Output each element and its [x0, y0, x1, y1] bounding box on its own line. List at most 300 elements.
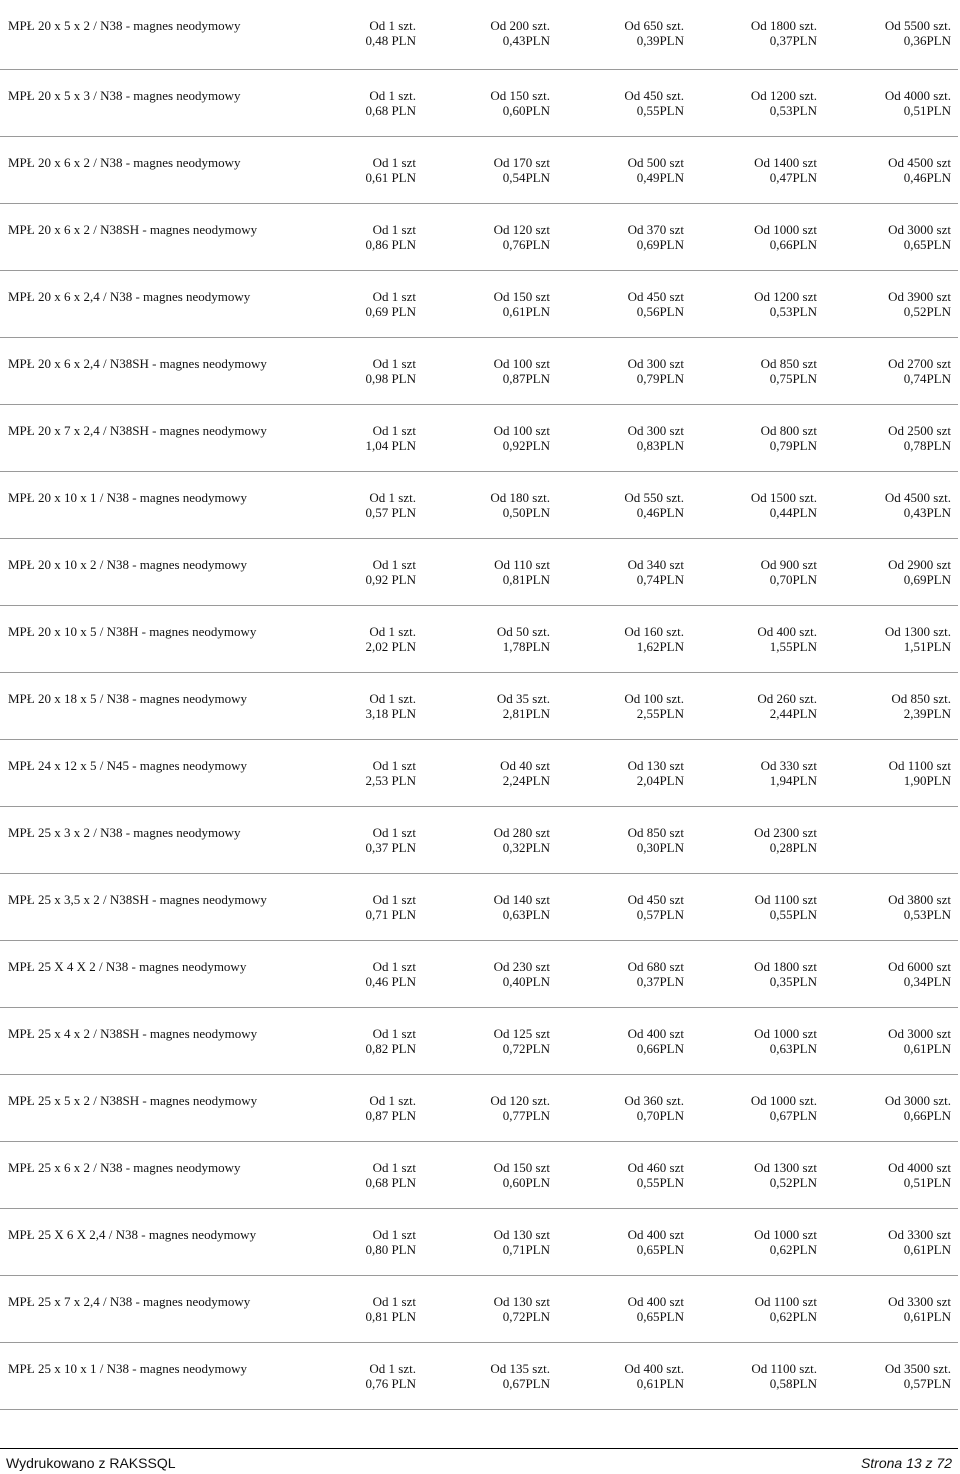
price-tier: [286, 892, 416, 922]
tier-price: 0,51PLN: [903, 1175, 951, 1190]
price-tier: [286, 1227, 416, 1257]
price-tier: [554, 691, 684, 721]
tier-quantity: Od 370 szt: [627, 222, 684, 237]
tier-quantity: Od 150 szt.: [490, 88, 550, 103]
tier-quantity: Od 3300 szt: [888, 1227, 951, 1242]
tier-quantity: Od 2500 szt: [888, 423, 951, 438]
tier-price: 0,57 PLN: [365, 505, 416, 520]
product-name: MPŁ 25 x 10 x 1 / N38 - magnes neodymowy: [8, 1361, 248, 1376]
tier-quantity: Od 1 szt: [372, 758, 416, 773]
tier-price: 3,18 PLN: [365, 706, 416, 721]
tier-price: 0,52PLN: [903, 304, 951, 319]
tier-price: 0,62PLN: [769, 1309, 817, 1324]
tier-price: 0,67PLN: [502, 1376, 550, 1391]
tier-price: 2,02 PLN: [365, 639, 416, 654]
tier-quantity: Od 4000 szt.: [884, 88, 951, 103]
tier-price: 0,60PLN: [502, 103, 550, 118]
price-tier: [420, 557, 550, 587]
price-tier: [821, 1026, 951, 1056]
price-tier: [286, 155, 416, 185]
tier-quantity: Od 400 szt: [627, 1294, 684, 1309]
tier-price: 2,55PLN: [636, 706, 684, 721]
tier-quantity: Od 900 szt: [760, 557, 817, 572]
tier-quantity: Od 1 szt.: [369, 88, 416, 103]
price-tier: [420, 1026, 550, 1056]
table-row: [0, 740, 958, 807]
tier-price: 1,94PLN: [769, 773, 817, 788]
table-row: [0, 807, 958, 874]
price-tier: [687, 691, 817, 721]
product-name: MPŁ 20 x 6 x 2 / N38 - magnes neodymowy: [8, 155, 241, 170]
tier-quantity: Od 1 szt: [372, 222, 416, 237]
price-tier: [420, 1361, 550, 1391]
tier-price: 2,24PLN: [502, 773, 550, 788]
price-tier: [286, 1093, 416, 1123]
price-tier: [821, 1294, 951, 1324]
price-tier: [286, 1361, 416, 1391]
price-tier: [821, 1093, 951, 1123]
table-row: [0, 1075, 958, 1142]
tier-quantity: Od 400 szt: [627, 1026, 684, 1041]
price-tier: [554, 1294, 684, 1324]
price-tier: [554, 222, 684, 252]
table-row: [0, 0, 958, 70]
table-row: [0, 606, 958, 673]
tier-quantity: Od 1500 szt.: [750, 490, 817, 505]
price-tier: [420, 1294, 550, 1324]
tier-price: 0,43PLN: [903, 505, 951, 520]
tier-price: 0,75PLN: [769, 371, 817, 386]
price-tier: [286, 18, 416, 48]
price-tier: [420, 691, 550, 721]
price-tier: [554, 356, 684, 386]
price-tier: [821, 423, 951, 453]
tier-quantity: Od 330 szt: [760, 758, 817, 773]
tier-quantity: Od 680 szt: [627, 959, 684, 974]
table-row: [0, 204, 958, 271]
tier-price: 0,53PLN: [769, 103, 817, 118]
price-tier: [420, 1093, 550, 1123]
price-tier: [420, 959, 550, 989]
product-name: MPŁ 25 x 4 x 2 / N38SH - magnes neodymowy: [8, 1026, 258, 1041]
tier-quantity: Od 150 szt: [493, 1160, 550, 1175]
tier-price: 0,61PLN: [502, 304, 550, 319]
tier-price: 0,82 PLN: [365, 1041, 416, 1056]
tier-price: 0,44PLN: [769, 505, 817, 520]
tier-quantity: Od 1 szt: [372, 1160, 416, 1175]
price-tier: [554, 423, 684, 453]
price-tier: [554, 758, 684, 788]
tier-quantity: Od 3000 szt: [888, 1026, 951, 1041]
tier-quantity: Od 50 szt.: [496, 624, 550, 639]
price-tier: [687, 490, 817, 520]
price-tier: [687, 289, 817, 319]
price-tier: [420, 222, 550, 252]
price-tier: [821, 1361, 951, 1391]
tier-price: 0,77PLN: [502, 1108, 550, 1123]
price-tier: [554, 88, 684, 118]
tier-quantity: Od 100 szt.: [624, 691, 684, 706]
price-tier: [420, 892, 550, 922]
price-tier: [286, 624, 416, 654]
tier-quantity: Od 1000 szt.: [750, 1093, 817, 1108]
price-tier: [554, 892, 684, 922]
price-tier: [420, 758, 550, 788]
price-tier: [554, 825, 684, 855]
tier-price: 0,69PLN: [636, 237, 684, 252]
price-tier: [687, 1026, 817, 1056]
product-name: MPŁ 20 x 18 x 5 / N38 - magnes neodymowy: [8, 691, 248, 706]
tier-quantity: Od 120 szt.: [490, 1093, 550, 1108]
tier-quantity: Od 1 szt: [372, 1227, 416, 1242]
product-name: MPŁ 20 x 10 x 1 / N38 - magnes neodymowy: [8, 490, 248, 505]
tier-price: 0,63PLN: [769, 1041, 817, 1056]
tier-quantity: Od 650 szt.: [624, 18, 684, 33]
table-row: [0, 1343, 958, 1410]
tier-price: 0,61PLN: [903, 1041, 951, 1056]
tier-price: 0,61 PLN: [365, 170, 416, 185]
price-tier: [286, 959, 416, 989]
tier-price: 0,53PLN: [769, 304, 817, 319]
tier-price: 0,70PLN: [769, 572, 817, 587]
tier-price: 0,58PLN: [769, 1376, 817, 1391]
tier-price: 0,35PLN: [769, 974, 817, 989]
page-footer: [0, 1448, 958, 1471]
tier-price: 0,79PLN: [636, 371, 684, 386]
tier-quantity: Od 200 szt.: [490, 18, 550, 33]
table-row: [0, 539, 958, 606]
price-tier: [554, 624, 684, 654]
tier-quantity: Od 400 szt: [627, 1227, 684, 1242]
tier-quantity: Od 850 szt: [627, 825, 684, 840]
tier-price: 2,04PLN: [636, 773, 684, 788]
tier-price: 1,62PLN: [636, 639, 684, 654]
tier-price: 0,54PLN: [502, 170, 550, 185]
price-tier: [687, 18, 817, 48]
tier-quantity: Od 450 szt: [627, 892, 684, 907]
price-tier: [687, 356, 817, 386]
tier-quantity: Od 1 szt: [372, 1026, 416, 1041]
tier-price: 0,66PLN: [769, 237, 817, 252]
product-name: MPŁ 20 x 6 x 2,4 / N38SH - magnes neodymowy: [8, 356, 267, 371]
tier-price: 0,57PLN: [903, 1376, 951, 1391]
tier-price: 0,60PLN: [502, 1175, 550, 1190]
table-row: [0, 1142, 958, 1209]
price-tier: [687, 88, 817, 118]
tier-quantity: Od 1300 szt: [754, 1160, 817, 1175]
price-tier: [554, 1227, 684, 1257]
tier-quantity: Od 1100 szt: [754, 1294, 817, 1309]
tier-price: 0,66PLN: [903, 1108, 951, 1123]
tier-price: 0,50PLN: [502, 505, 550, 520]
tier-quantity: Od 260 szt.: [757, 691, 817, 706]
tier-quantity: Od 160 szt.: [624, 624, 684, 639]
product-name: MPŁ 20 x 7 x 2,4 / N38SH - magnes neodymowy: [8, 423, 267, 438]
tier-price: 0,62PLN: [769, 1242, 817, 1257]
price-tier: [821, 691, 951, 721]
product-name: MPŁ 24 x 12 x 5 / N45 - magnes neodymowy: [8, 758, 248, 773]
tier-price: 0,83PLN: [636, 438, 684, 453]
tier-price: 0,65PLN: [636, 1309, 684, 1324]
tier-quantity: Od 2900 szt: [888, 557, 951, 572]
tier-quantity: Od 1200 szt: [754, 289, 817, 304]
tier-quantity: Od 1 szt.: [369, 1093, 416, 1108]
tier-quantity: Od 5500 szt.: [884, 18, 951, 33]
tier-price: 0,81 PLN: [365, 1309, 416, 1324]
price-tier: [554, 1160, 684, 1190]
tier-quantity: Od 3800 szt: [888, 892, 951, 907]
tier-price: 0,74PLN: [636, 572, 684, 587]
tier-quantity: Od 130 szt: [627, 758, 684, 773]
tier-price: 0,48 PLN: [365, 33, 416, 48]
tier-price: 0,92 PLN: [365, 572, 416, 587]
tier-price: 0,87 PLN: [365, 1108, 416, 1123]
product-name: MPŁ 20 x 5 x 2 / N38 - magnes neodymowy: [8, 18, 241, 33]
tier-price: 0,61PLN: [636, 1376, 684, 1391]
tier-quantity: Od 1 szt: [372, 1294, 416, 1309]
tier-price: 0,51PLN: [903, 103, 951, 118]
tier-price: 0,92PLN: [502, 438, 550, 453]
tier-quantity: Od 1000 szt: [754, 1026, 817, 1041]
tier-price: 0,69PLN: [903, 572, 951, 587]
tier-price: 0,78PLN: [903, 438, 951, 453]
product-name: MPŁ 20 x 10 x 5 / N38H - magnes neodymowy: [8, 624, 257, 639]
price-tier: [554, 959, 684, 989]
price-tier: [286, 758, 416, 788]
tier-price: 2,44PLN: [769, 706, 817, 721]
tier-quantity: Od 340 szt: [627, 557, 684, 572]
product-name: MPŁ 25 x 7 x 2,4 / N38 - magnes neodymowy: [8, 1294, 251, 1309]
product-name: MPŁ 25 x 5 x 2 / N38SH - magnes neodymowy: [8, 1093, 258, 1108]
tier-quantity: Od 450 szt: [627, 289, 684, 304]
tier-quantity: Od 4000 szt: [888, 1160, 951, 1175]
price-tier: [554, 289, 684, 319]
tier-price: 0,63PLN: [502, 907, 550, 922]
price-tier: [687, 959, 817, 989]
tier-quantity: Od 230 szt: [493, 959, 550, 974]
tier-quantity: Od 3900 szt: [888, 289, 951, 304]
price-tier: [554, 1026, 684, 1056]
price-tier: [687, 758, 817, 788]
tier-price: 0,47PLN: [769, 170, 817, 185]
tier-quantity: Od 120 szt: [493, 222, 550, 237]
tier-price: 0,34PLN: [903, 974, 951, 989]
tier-price: 2,81PLN: [502, 706, 550, 721]
tier-price: 0,61PLN: [903, 1309, 951, 1324]
tier-price: 0,81PLN: [502, 572, 550, 587]
tier-quantity: Od 2700 szt: [888, 356, 951, 371]
tier-quantity: Od 280 szt: [493, 825, 550, 840]
price-tier: [687, 624, 817, 654]
tier-price: 0,55PLN: [769, 907, 817, 922]
tier-quantity: Od 130 szt: [493, 1227, 550, 1242]
tier-price: 0,53PLN: [903, 907, 951, 922]
tier-quantity: Od 1100 szt: [888, 758, 951, 773]
tier-quantity: Od 1 szt: [372, 892, 416, 907]
tier-quantity: Od 3000 szt: [888, 222, 951, 237]
tier-price: 0,72PLN: [502, 1041, 550, 1056]
tier-quantity: Od 140 szt: [493, 892, 550, 907]
tier-quantity: Od 1300 szt.: [884, 624, 951, 639]
tier-quantity: Od 135 szt.: [490, 1361, 550, 1376]
tier-quantity: Od 1 szt: [372, 423, 416, 438]
tier-price: 0,86 PLN: [365, 237, 416, 252]
tier-quantity: Od 4500 szt: [888, 155, 951, 170]
tier-quantity: Od 35 szt.: [496, 691, 550, 706]
tier-price: 0,37PLN: [636, 974, 684, 989]
price-tier: [821, 289, 951, 319]
tier-price: 0,37PLN: [769, 33, 817, 48]
tier-quantity: Od 1 szt.: [369, 18, 416, 33]
tier-price: 0,40PLN: [502, 974, 550, 989]
tier-price: 0,52PLN: [769, 1175, 817, 1190]
price-tier: [687, 892, 817, 922]
tier-price: 2,39PLN: [903, 706, 951, 721]
tier-quantity: Od 1000 szt: [754, 222, 817, 237]
price-tier: [286, 222, 416, 252]
tier-price: 0,39PLN: [636, 33, 684, 48]
tier-price: 0,71PLN: [502, 1242, 550, 1257]
price-tier: [420, 289, 550, 319]
tier-price: 0,55PLN: [636, 103, 684, 118]
tier-quantity: Od 110 szt: [494, 557, 550, 572]
tier-quantity: Od 125 szt: [493, 1026, 550, 1041]
tier-price: 0,46 PLN: [365, 974, 416, 989]
price-tier: [687, 222, 817, 252]
table-row: [0, 673, 958, 740]
tier-price: 0,46PLN: [636, 505, 684, 520]
product-name: MPŁ 20 x 6 x 2 / N38SH - magnes neodymowy: [8, 222, 258, 237]
price-tier: [821, 959, 951, 989]
tier-price: 1,78PLN: [502, 639, 550, 654]
table-row: [0, 1008, 958, 1075]
tier-price: 0,68 PLN: [365, 103, 416, 118]
price-tier: [821, 557, 951, 587]
price-tier: [687, 1093, 817, 1123]
tier-quantity: Od 550 szt.: [624, 490, 684, 505]
price-tier: [286, 490, 416, 520]
tier-price: 0,57PLN: [636, 907, 684, 922]
tier-quantity: Od 1800 szt: [754, 959, 817, 974]
price-tier: [554, 490, 684, 520]
price-tier: [687, 155, 817, 185]
tier-price: 0,56PLN: [636, 304, 684, 319]
tier-price: 0,79PLN: [769, 438, 817, 453]
tier-price: 0,72PLN: [502, 1309, 550, 1324]
tier-quantity: Od 460 szt: [627, 1160, 684, 1175]
tier-price: 0,67PLN: [769, 1108, 817, 1123]
tier-price: 0,68 PLN: [365, 1175, 416, 1190]
price-tier: [420, 624, 550, 654]
tier-price: 0,55PLN: [636, 1175, 684, 1190]
tier-price: 0,66PLN: [636, 1041, 684, 1056]
tier-quantity: Od 3000 szt.: [884, 1093, 951, 1108]
product-name: MPŁ 25 x 3,5 x 2 / N38SH - magnes neodymowy: [8, 892, 267, 907]
tier-quantity: Od 1 szt: [372, 825, 416, 840]
tier-quantity: Od 1 szt.: [369, 490, 416, 505]
price-tier: [286, 88, 416, 118]
table-row: [0, 874, 958, 941]
tier-quantity: Od 300 szt: [627, 356, 684, 371]
tier-quantity: Od 3500 szt.: [884, 1361, 951, 1376]
tier-quantity: Od 850 szt: [760, 356, 817, 371]
price-tier: [554, 557, 684, 587]
tier-quantity: Od 850 szt.: [891, 691, 951, 706]
price-tier: [821, 155, 951, 185]
price-tier: [420, 1160, 550, 1190]
product-name: MPŁ 25 x 3 x 2 / N38 - magnes neodymowy: [8, 825, 241, 840]
table-row: [0, 1276, 958, 1343]
tier-price: 0,43PLN: [502, 33, 550, 48]
tier-price: 0,71 PLN: [365, 907, 416, 922]
tier-price: 2,53 PLN: [365, 773, 416, 788]
tier-price: 0,70PLN: [636, 1108, 684, 1123]
tier-price: 1,51PLN: [903, 639, 951, 654]
tier-quantity: Od 100 szt: [493, 423, 550, 438]
tier-quantity: Od 400 szt.: [757, 624, 817, 639]
price-tier: [554, 1093, 684, 1123]
tier-quantity: Od 6000 szt: [888, 959, 951, 974]
tier-price: 1,55PLN: [769, 639, 817, 654]
tier-quantity: Od 1 szt: [372, 557, 416, 572]
tier-price: 0,76PLN: [502, 237, 550, 252]
price-tier: [687, 1227, 817, 1257]
price-tier: [286, 356, 416, 386]
price-tier: [687, 1361, 817, 1391]
tier-price: 0,65PLN: [903, 237, 951, 252]
tier-price: 0,37 PLN: [365, 840, 416, 855]
product-name: MPŁ 25 x 6 x 2 / N38 - magnes neodymowy: [8, 1160, 241, 1175]
tier-price: 0,49PLN: [636, 170, 684, 185]
price-tier: [286, 1160, 416, 1190]
price-tier: [554, 1361, 684, 1391]
product-name: MPŁ 20 x 6 x 2,4 / N38 - magnes neodymowy: [8, 289, 251, 304]
table-row: [0, 405, 958, 472]
tier-quantity: Od 1 szt: [372, 289, 416, 304]
tier-quantity: Od 360 szt.: [624, 1093, 684, 1108]
tier-quantity: Od 1 szt.: [369, 1361, 416, 1376]
tier-quantity: Od 1 szt: [372, 959, 416, 974]
price-tier: [420, 356, 550, 386]
price-tier: [821, 18, 951, 48]
price-tier: [821, 1160, 951, 1190]
price-tier: [420, 1227, 550, 1257]
tier-quantity: Od 100 szt: [493, 356, 550, 371]
tier-price: 0,98 PLN: [365, 371, 416, 386]
tier-quantity: Od 500 szt: [627, 155, 684, 170]
tier-quantity: Od 1800 szt.: [750, 18, 817, 33]
tier-quantity: Od 1200 szt.: [750, 88, 817, 103]
tier-quantity: Od 400 szt.: [624, 1361, 684, 1376]
price-tier: [821, 758, 951, 788]
tier-price: 0,69 PLN: [365, 304, 416, 319]
tier-quantity: Od 800 szt: [760, 423, 817, 438]
price-tier: [554, 155, 684, 185]
price-tier: [821, 624, 951, 654]
tier-price: 0,36PLN: [903, 33, 951, 48]
price-tier: [821, 222, 951, 252]
price-tier: [554, 18, 684, 48]
tier-quantity: Od 1100 szt.: [751, 1361, 817, 1376]
product-name: MPŁ 20 x 10 x 2 / N38 - magnes neodymowy: [8, 557, 248, 572]
price-tier: [286, 691, 416, 721]
table-row: [0, 271, 958, 338]
tier-quantity: Od 1400 szt: [754, 155, 817, 170]
tier-price: 0,61PLN: [903, 1242, 951, 1257]
tier-quantity: Od 3300 szt: [888, 1294, 951, 1309]
table-row: [0, 70, 958, 137]
price-tier: [687, 825, 817, 855]
